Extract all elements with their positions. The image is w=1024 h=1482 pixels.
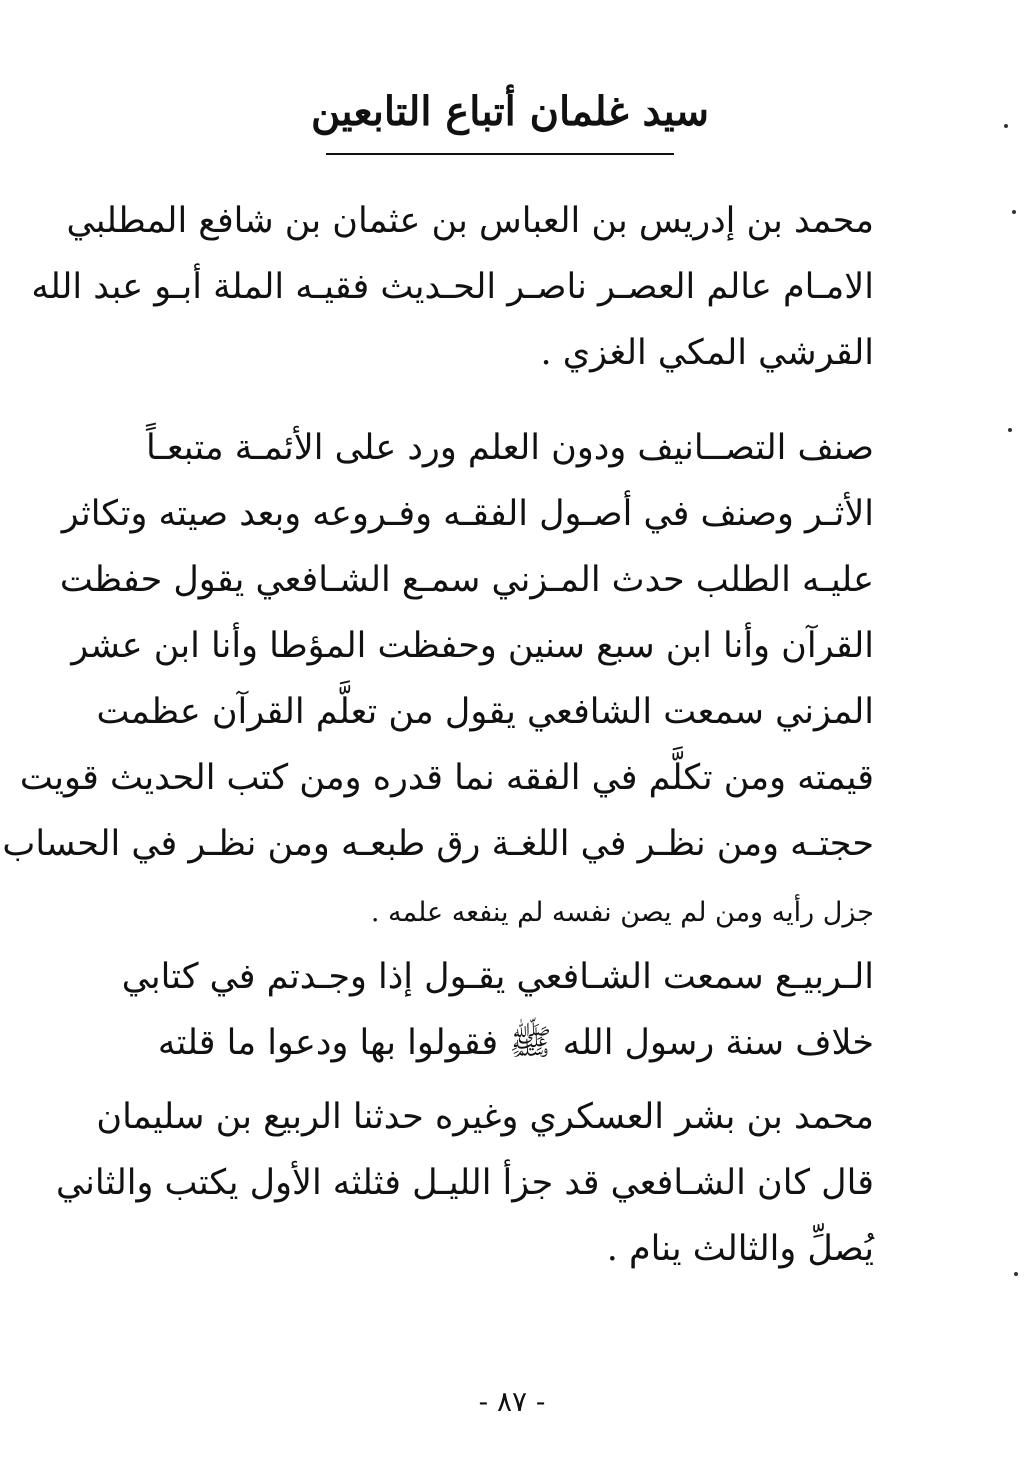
text-line: محمد بن بشر العسكري وغيره حدثنا الربيع بن سليمان xyxy=(96,1097,874,1137)
text-line: القرآن وأنا ابن سبع سنين وحفظت المؤطا وأنا ابن عشر xyxy=(71,626,874,666)
text-line: القرشي المكي الغزي . xyxy=(540,333,874,373)
text-line: خلاف سنة رسول الله ﷺ فقولوا بها ودعوا ما قلته xyxy=(157,1023,874,1063)
text-line: الامـام عالم العصـر ناصـر الحـديث فقيـه الملة أبـو عبد الله xyxy=(31,267,874,307)
title-underline xyxy=(326,153,674,155)
text-line: صنف التصــانيف ودون العلم ورد على الأئمـة متبعـاً xyxy=(145,428,874,468)
scan-speck xyxy=(1004,124,1008,128)
text-line: قال كان الشـافعي قد جزأ الليـل فثلثه الأول يكتب والثاني xyxy=(55,1163,874,1203)
scan-speck xyxy=(1012,210,1016,214)
text-line: حجتـه ومن نظـر في اللغـة رق طبعـه ومن نظـر في الحساب xyxy=(2,824,874,864)
scan-speck xyxy=(1014,1272,1018,1276)
page-number: - ٨٧ - xyxy=(478,1385,546,1418)
scan-speck xyxy=(1008,428,1012,432)
page-title: سيد غلمان أتباع التابعين xyxy=(310,88,710,135)
text-line: محمد بن إدريس بن العباس بن عثمان بن شافع المطلبي xyxy=(66,201,874,241)
text-line: المزني سمعت الشافعي يقول من تعلَّم القرآن عظمت xyxy=(96,692,874,732)
text-line: عليـه الطلب حدث المـزني سمـع الشـافعي يقول حفظت xyxy=(59,560,874,600)
text-line: يُصلِّ والثالث ينام . xyxy=(606,1229,874,1269)
text-line: الـربيـع سمعت الشـافعي يقـول إذا وجـدتم في كتابي xyxy=(121,957,874,997)
text-line: جزل رأيه ومن لم يصن نفسه لم ينفعه علمه . xyxy=(370,897,874,928)
text-line: الأثـر وصنف في أصـول الفقـه وفـروعه وبعد صيته وتكاثر xyxy=(61,494,874,534)
text-line: قيمته ومن تكلَّم في الفقه نما قدره ومن كتب الحديث قويت xyxy=(19,758,874,798)
